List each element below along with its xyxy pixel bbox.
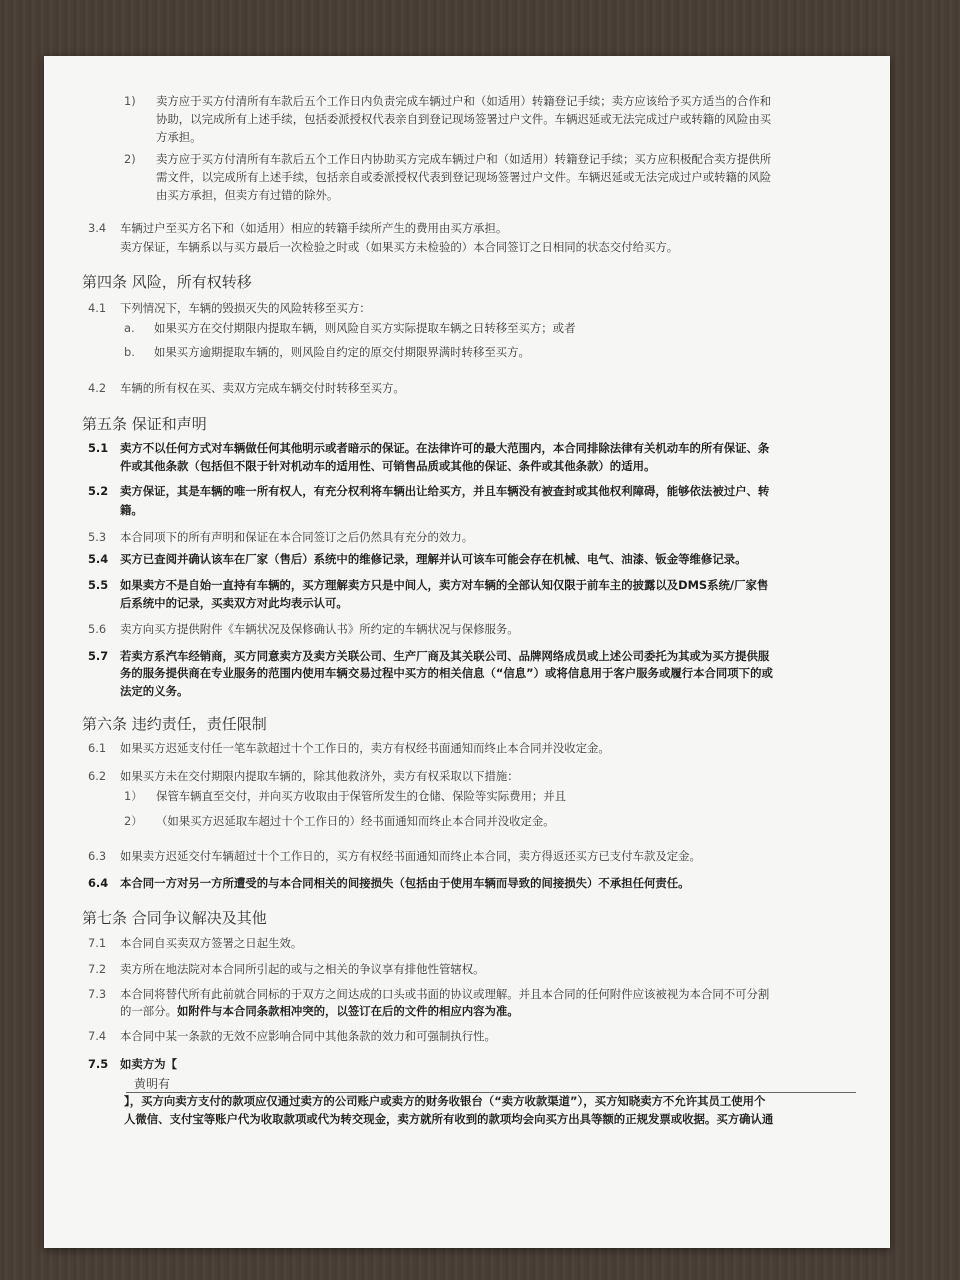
section-5-heading: 第五条 保证和声明	[82, 415, 207, 433]
item-2-number: 2)	[124, 152, 136, 166]
section-4-heading: 第四条 风险，所有权转移	[82, 273, 252, 291]
seller-name-underline	[126, 1092, 856, 1093]
seller-name-entry: 黄明有	[134, 1077, 171, 1091]
contract-page: 1) 卖方应于买方付清所有车款后五个工作日内负责完成车辆过户和（如适用）转籍登记手续；卖方应该给予买方适当的合作和 协助，以完成所有上述手续，包括委派授权代表亲自到登记现场签署过户文件。车辆迟延或无法完成过户或转籍的风险由买 方承担。 2) 卖方应于买方付清所有车款后五个工作日内协助买方完成车辆过户和（如适用）转籍登记手续；买方应积极配合卖方提供所 需文件，以完成所有上述手续，包括亲自或委派授权代表到登记现场签署过户文件。车辆迟延或无法完成过户或转籍的风险 由买方承担，但卖方有过错的除外。 3.4 车辆过户至买方名下和（如适用）相应的转籍手续所产生的费用由买方承担。 卖方保证，车辆系以与买方最后一次检验之时或（如果买方未检验的）本合同签订之日相同的状态交付给买方。 第四条 风险，所有权转移 4.1 下列情况下，车辆的毁损灭失的风险转移至买方： a. 如果买方在交付期限内提取车辆，则风险自买方实际提取车辆之日转移至买方；或者 b. 如果买方逾期提取车辆的，则风险自约定的原交付期限界满时转移至买方。 4.2 车辆的所有权在买、卖双方完成车辆交付时转移至买方。 第五条 保证和声明 5.1 卖方不以任何方式对车辆做任何其他明示或者暗示的保证。在法律许可的最大范围内，本合同排除法律有关机动车的所有保证、条 件或其他条款（包括但不限于针对机动车的适用性、可销售品质或其他的保证、条件或其他条款）的适用。 5.2 卖方保证，其是车辆的唯一所有权人，有充分权利将车辆出让给买方，并且车辆没有被查封或其他权利障碍，能够依法被过户、转 籍。 5.3 本合同项下的所有声明和保证在本合同签订之后仍然具有充分的效力。 5.4 买方已查阅并确认该车在厂家（售后）系统中的维修记录，理解并认可该车可能会存在机械、电气、油漆、钣金等维修记录。 5.5 如果卖方不是自始一直持有车辆的，买方理解卖方只是中间人，卖方对车辆的全部认知仅限于前车主的披露以及DMS系统/厂家售 后系统中的记录，买卖双方对此均表示认可。 5.6 卖方向买方提供附件《车辆状况及保修确认书》所约定的车辆状况与保修服务。 5.7 若卖方系汽车经销商，买方同意卖方及卖方关联公司、生产厂商及其关联公司、品牌网络成员或上述公司委托为其或为买方提供服 务的服务提供商在专业服务的范围内使用车辆交易过程中买方的相关信息（“信息”）或将信息用于客户服务或履行本合同项下的或 法定的义务。 第六条 违约责任，责任限制 6.1 如果买方迟延支付任一笔车款超过十个工作日的，卖方有权经书面通知而终止本合同并没收定金。 6.2 如果买方未在交付期限内提取车辆的，除其他救济外，卖方有权采取以下措施： 1） 保管车辆直至交付，并向买方收取由于保管所发生的仓储、保险等实际费用；并且 2） （如果买方迟延取车超过十个工作日的）经书面通知而终止本合同并没收定金。 6.3 如果卖方迟延交付车辆超过十个工作日的，买方有权经书面通知而终止本合同，卖方得返还买方已支付车款及定金。 6.4 本合同一方对另一方所遭受的与本合同相关的间接损失（包括由于使用车辆而导致的间接损失）不承担任何责任。 第七条 合同争议解决及其他 7.1 本合同自买卖双方签署之日起生效。 7.2 卖方所在地法院对本合同所引起的或与之相关的争议享有排他性管辖权。 7.3 本合同将替代所有此前就合同标的于双方之间达成的口头或书面的协议或理解。并且本合同的任何附件应该被视为本合同不可分割 的一部分。如附件与本合同条款相冲突的，以签订在后的文件的相应内容为准。 7.4 本合同中某一条款的无效不应影响合同中其他条款的效力和可强制执行性。 7.5 如卖方为【 黄明有 】，买方向卖方支付的款项应仅通过卖方的公司账户或卖方的财务收银台（“卖方收款渠道”），买方知晓卖方不允许其员工使用个 人微信、支付宝等账户代为收取款项或代为转交现金，卖方就所有收到的款项均会向买方出具等额的正规发票或收据。买方确认通	[44, 56, 890, 1248]
section-6-heading: 第六条 违约责任，责任限制	[82, 715, 267, 733]
item-1-number: 1)	[124, 94, 136, 108]
section-7-heading: 第七条 合同争议解决及其他	[82, 909, 267, 927]
